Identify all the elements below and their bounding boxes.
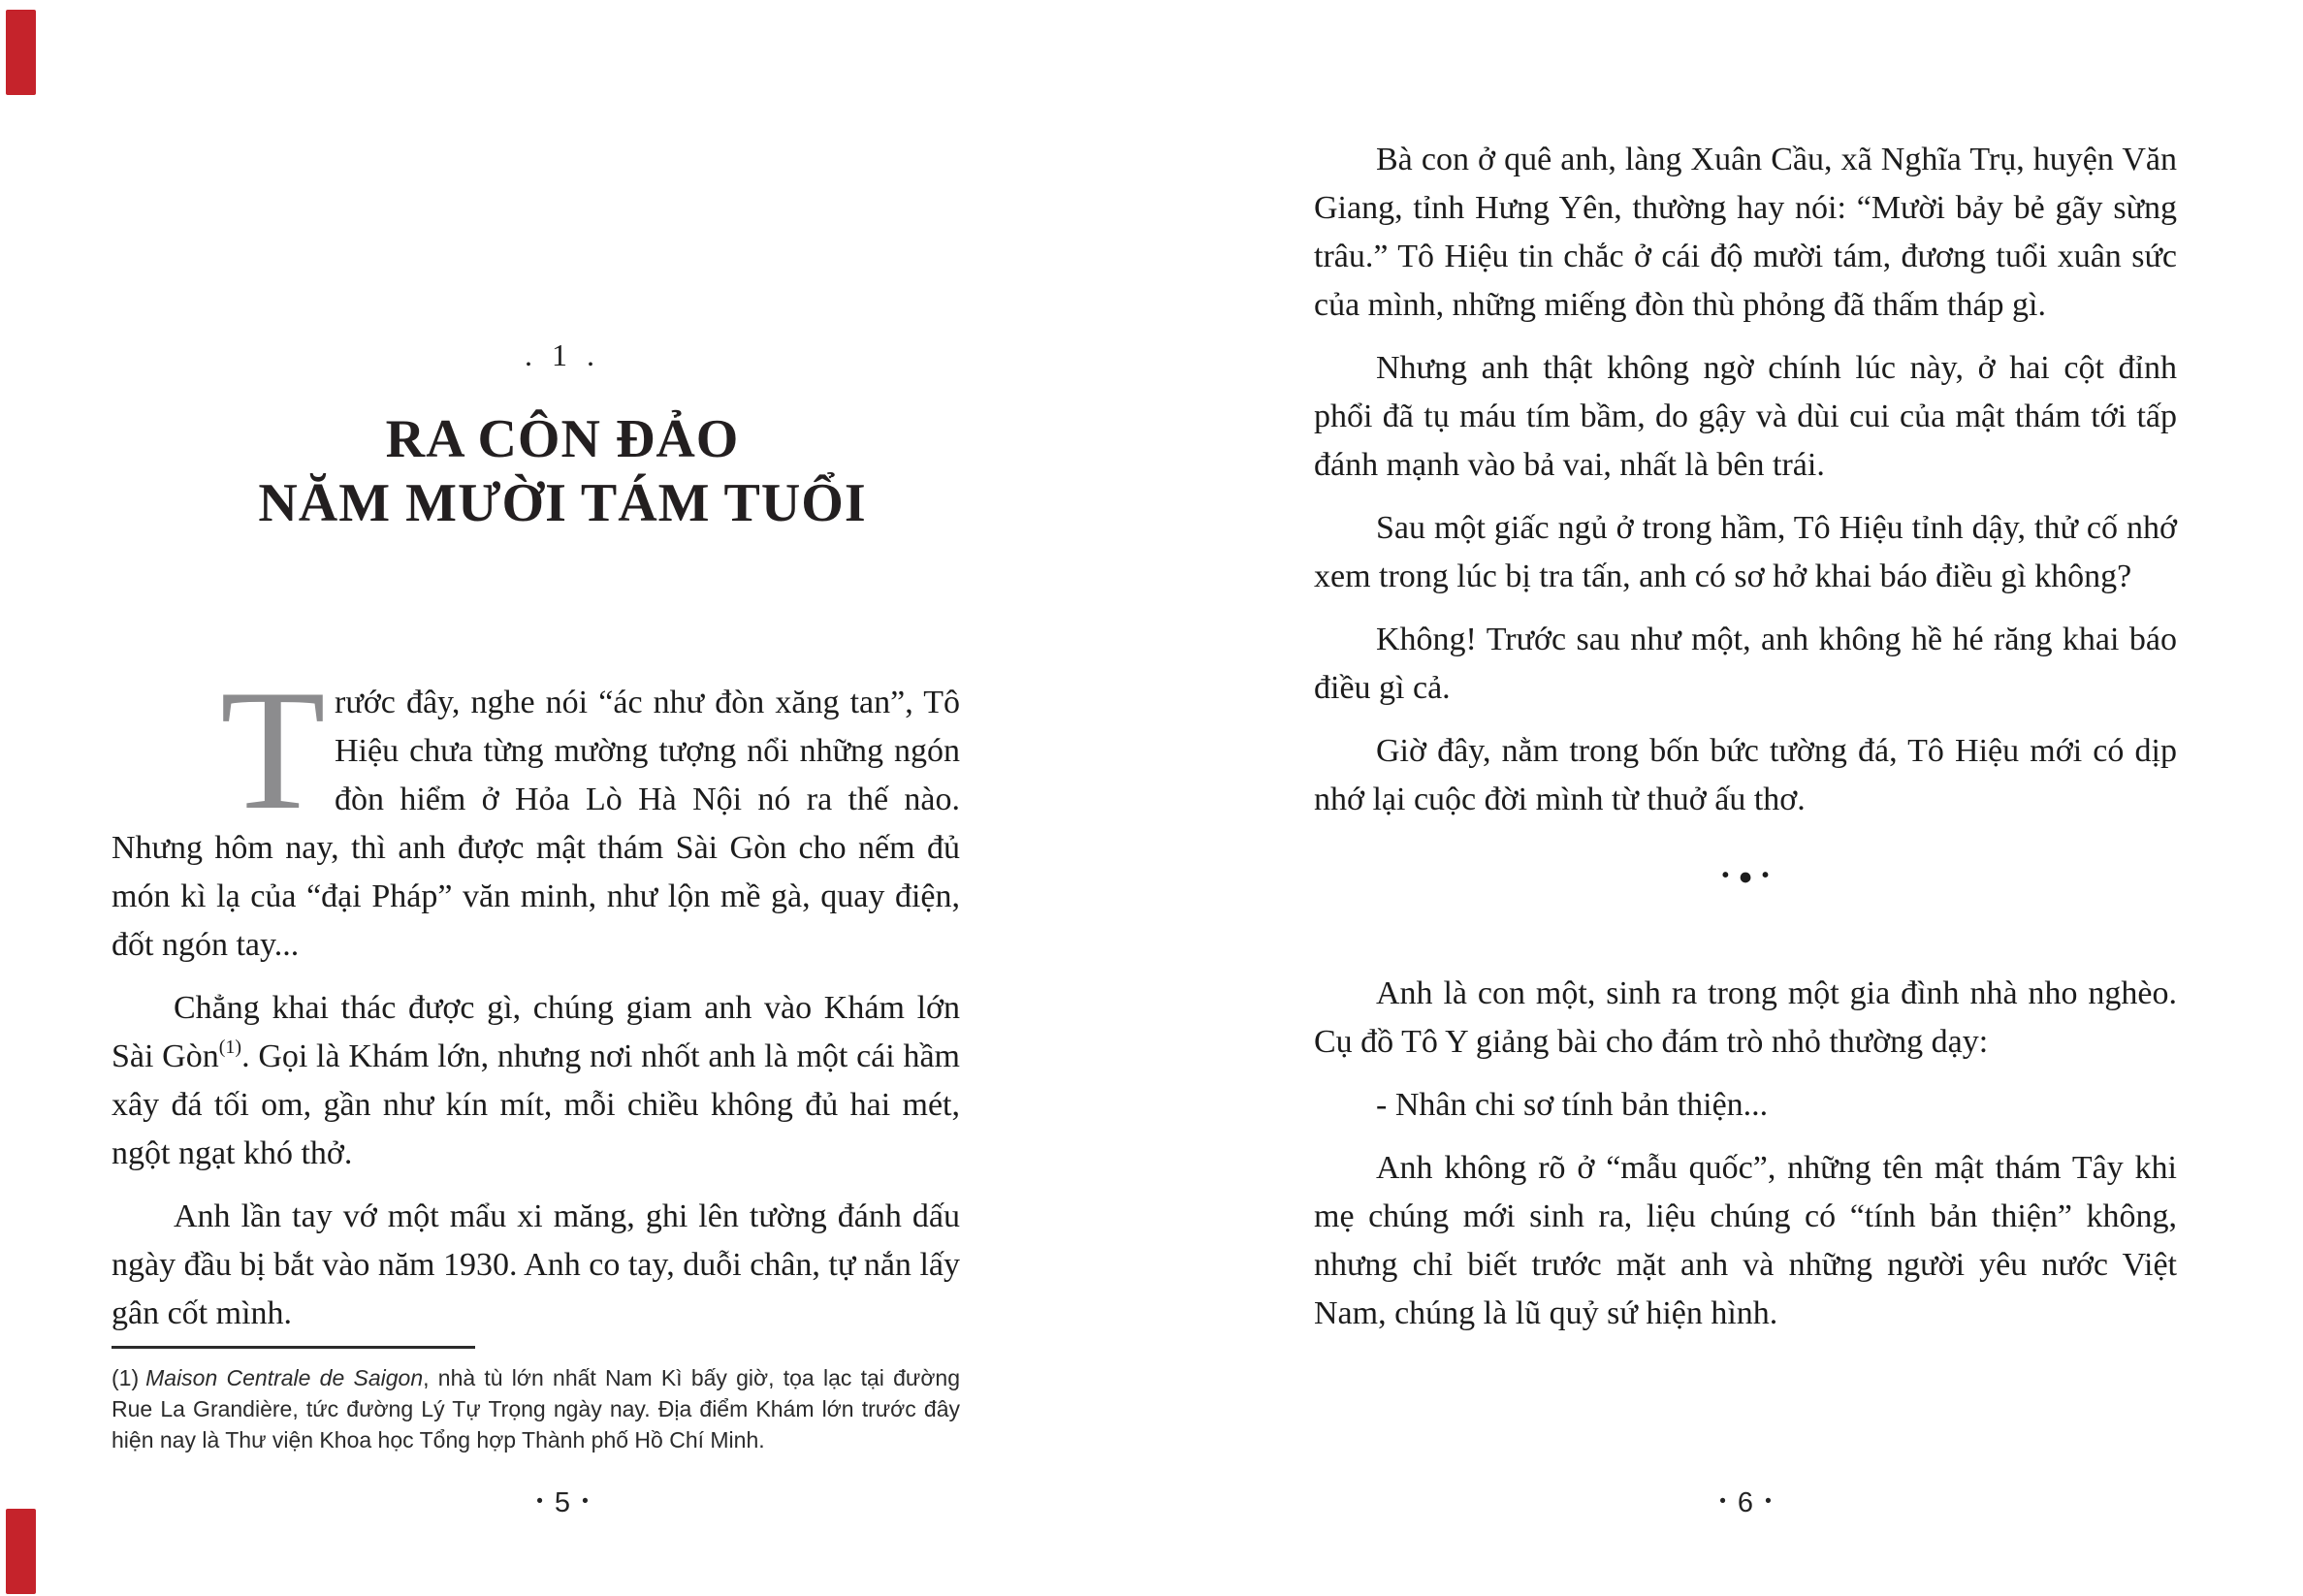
page-number-dot: • — [1719, 1491, 1726, 1512]
page-number-left — [136, 1487, 989, 1519]
page-number-dot: • — [1765, 1491, 1772, 1512]
footnote-reference: (1) — [218, 1037, 242, 1058]
footnote-marker: (1) — [112, 1365, 140, 1390]
paragraph: Nhưng anh thật không ngờ chính lúc này, ở hai cột đỉnh phổi đã tụ máu tím bầm, do gậy và dùi cui của mật thám tới tấp đánh mạnh vào bả vai, nhất là bên trái. — [1314, 350, 2177, 483]
footnote-rest: , nhà tù lớn nhất Nam Kì bấy giờ, tọa lạc tại đường Rue La Grandière, tức đường Lý Tự Trọng ngày nay. Địa điểm Khám lớn trước đây hiện nay là Thư viện Khoa học Tổng hợp Thành phố Hồ Chí Minh. — [112, 1365, 960, 1452]
paragraph: Bà con ở quê anh, làng Xuân Cầu, xã Nghĩa Trụ, huyện Văn Giang, tỉnh Hưng Yên, thường hay nói: “Mười bảy bẻ gãy sừng trâu.” Tô Hiệu tin chắc ở cái độ mười tám, đương tuổi xuân sức của mình, những miếng đòn thù phỏng đã thấm tháp gì. — [1314, 142, 2177, 323]
page-number-right — [1314, 1487, 2177, 1519]
paragraph-text: Chẳng khai thác được gì, chúng giam anh vào Khám lớn Sài Gòn — [112, 990, 960, 1074]
paragraph-text: . Gọi là Khám lớn, nhưng nơi nhốt anh là một cái hầm xây đá tối om, gần như kín mít, mỗi chiều không đủ hai mét, ngột ngạt khó thở. — [112, 1038, 961, 1171]
right-page — [1314, 0, 2177, 1596]
page-edge-mark-top — [6, 10, 36, 95]
footnote-rule — [112, 1346, 475, 1349]
page-number-value: 6 — [1737, 1487, 1754, 1518]
divider-dot: · — [1719, 855, 1732, 894]
divider-dot: · — [1759, 855, 1772, 894]
footnote-text — [112, 1362, 960, 1455]
paragraph: Anh lần tay vớ một mẩu xi măng, ghi lên tường đánh dấu ngày đầu bị bắt vào năm 1930. Anh co tay, duỗi chân, tự nắn lấy gân cốt mình. — [112, 1198, 960, 1331]
paragraph-text: rước đây, nghe nói “ác như đòn xăng tan”, Tô Hiệu chưa từng mường tượng nổi những ngón đòn hiểm ở Hỏa Lò Hà Nội nó ra thế nào. Nhưng hôm nay, thì anh được mật thám Sài Gòn cho nếm đủ món kì lạ của “đại Pháp” văn minh, như lộn mề gà, quay điện, đốt ngón tay... — [112, 685, 960, 963]
paragraph: Không! Trước sau như một, anh không hề hé răng khai báo điều gì cả. — [1314, 622, 2177, 706]
chapter-title-line2: NĂM MƯỜI TÁM TUỔI — [258, 473, 867, 533]
paragraph: Giờ đây, nằm trong bốn bức tường đá, Tô Hiệu mới có dịp nhớ lại cuộc đời mình từ thuở ấu thơ. — [1314, 733, 2177, 817]
footnote — [112, 1346, 960, 1455]
divider-ball-icon: ● — [1738, 864, 1753, 890]
chapter-number: . 1 . — [525, 337, 600, 372]
page-number-dot: • — [536, 1491, 543, 1512]
page-edge-mark-bottom — [6, 1509, 36, 1594]
paragraph-opening — [112, 654, 960, 970]
paragraph: Anh là con một, sinh ra trong một gia đình nhà nho nghèo. Cụ đồ Tô Y giảng bài cho đám trò nhỏ thường dạy: — [1314, 975, 2177, 1060]
paragraph: Anh không rõ ở “mẫu quốc”, những tên mật thám Tây khi mẹ chúng mới sinh ra, liệu chúng có “tính bản thiện” không, nhưng chỉ biết trước mặt anh và những người yêu nước Việt Nam, chúng là lũ quỷ sứ hiện hình. — [1314, 1150, 2177, 1331]
chapter-title — [136, 407, 989, 535]
page-number-value: 5 — [554, 1487, 571, 1518]
left-body-text — [112, 654, 961, 1353]
paragraph — [112, 984, 960, 1178]
footnote-italic: Maison Centrale de Saigon — [145, 1365, 424, 1390]
right-body-text — [1314, 136, 2177, 1353]
drop-cap: T — [220, 654, 326, 846]
chapter-title-line1: RA CÔN ĐẢO — [385, 409, 740, 469]
paragraph: Sau một giấc ngủ ở trong hầm, Tô Hiệu tỉnh dậy, thử cố nhớ xem trong lúc bị tra tấn, anh có sơ hở khai báo điều gì không? — [1314, 510, 2177, 594]
section-divider — [1314, 855, 2177, 904]
left-page — [112, 0, 965, 1596]
page-number-dot: • — [582, 1491, 589, 1512]
paragraph: - Nhân chi sơ tính bản thiện... — [1376, 1087, 1769, 1123]
